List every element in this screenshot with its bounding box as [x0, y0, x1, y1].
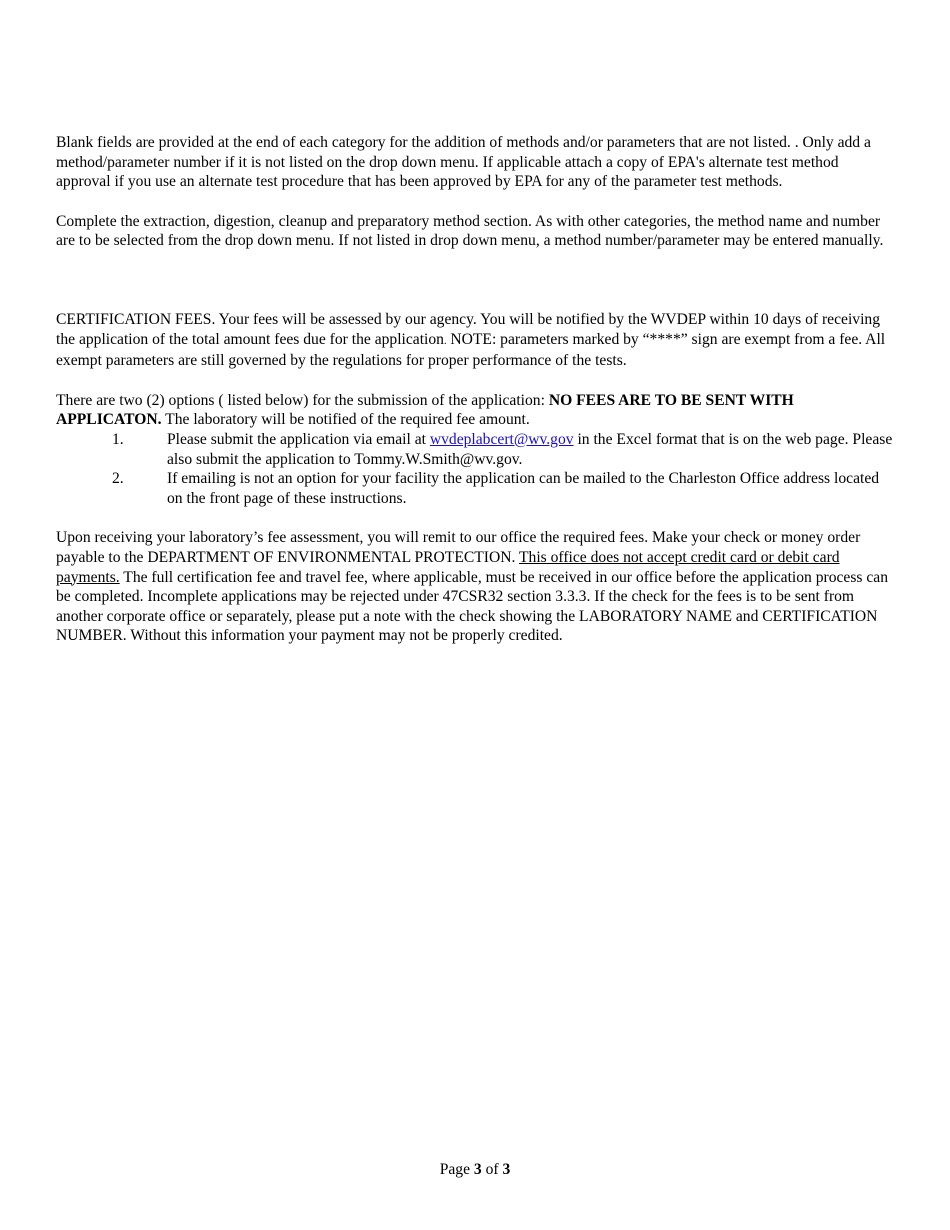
- certification-fees-paragraph: [56, 310, 896, 371]
- email-option-rest: in the Excel format that is on the web page. Please also submit the application to Tommy.W.Smith@wv.gov.: [167, 430, 893, 468]
- list-item: [56, 430, 896, 469]
- of-label: of: [485, 1161, 499, 1178]
- page-footer: [0, 1160, 950, 1180]
- submission-options-paragraph: [56, 391, 896, 430]
- list-number: 2.: [112, 470, 124, 488]
- blank-fields-paragraph: Blank fields are provided at the end of each category for the addition of methods and/or parameters that are not listed. . Only add a method/parameter number if it is not listed on the drop down menu. If applicable attach a copy of EPA's alternate test method approval if you use an alternate test procedure that has been approved by EPA for any of the parameter test methods.: [56, 134, 871, 191]
- spacer: [56, 508, 896, 528]
- exempt-note-text: NOTE: parameters marked by “****” sign are exempt from a fee. All exempt parameters are still governed by the regulations for proper performance of the tests.: [56, 330, 886, 370]
- payment-rest-text: The full certification fee and travel fee, where applicable, must be received in our office before the application process can be completed. Incomplete applications may be rejected under 47CSR32 section 3.3.3. If the check for the fees is to be sent from another corporate office or separately, please put a note with the check showing the LABORATORY NAME and CERTIFICATION NUMBER. Without this information your payment may not be properly credited.: [56, 568, 889, 645]
- payment-paragraph: [56, 528, 896, 646]
- small-period: .: [443, 335, 447, 347]
- payment-text: Upon receiving your laboratory’s fee assessment, you will remit to our office the required fees. Make your check or money order payable to the DEPARTMENT OF ENVIRONMENTAL PROTECTION.: [56, 529, 861, 566]
- current-page-number: 3: [473, 1161, 482, 1178]
- page-label: Page: [439, 1161, 470, 1178]
- no-fees-warning: NO FEES ARE TO BE SENT WITH APPLICATON.: [56, 391, 794, 429]
- submission-intro-text: There are two (2) options ( listed below) for the submission of the application:: [56, 391, 549, 409]
- list-number: 1.: [112, 430, 124, 448]
- certification-fees-text: CERTIFICATION FEES. Your fees will be assessed by our agency. You will be notified by the WVDEP within 10 days of receiving the application of the total amount fees due for the application: [56, 310, 880, 348]
- total-pages-number: 3: [502, 1161, 511, 1178]
- list-item: [56, 469, 896, 508]
- spacer: [56, 192, 896, 212]
- spacer: [56, 251, 896, 310]
- document-body: [56, 133, 896, 646]
- submission-options-list: [56, 430, 896, 508]
- mail-option-text: If emailing is not an option for your facility the application can be mailed to the Charleston Office address located on the front page of these instructions.: [167, 470, 880, 507]
- spacer: [56, 371, 896, 391]
- email-link[interactable]: wvdeplabcert@wv.gov: [429, 430, 574, 448]
- no-card-payments-notice: This office does not accept credit card or debit card payments.: [56, 548, 840, 586]
- email-option-text: Please submit the application via email at: [167, 430, 430, 448]
- extraction-paragraph: Complete the extraction, digestion, cleanup and preparatory method section. As with other categories, the method name and number are to be selected from the drop down menu. If not listed in drop down menu, a method number/parameter may be entered manually.: [56, 212, 884, 250]
- submission-rest-text: The laboratory will be notified of the required fee amount.: [161, 411, 530, 429]
